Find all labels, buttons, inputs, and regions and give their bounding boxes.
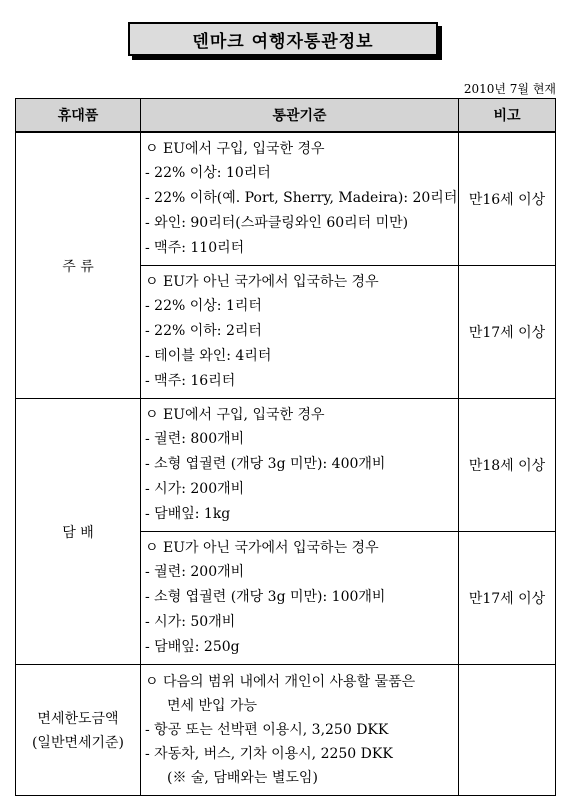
header-note: 비고 [459, 99, 556, 133]
table-row [16, 665, 556, 796]
criteria-item: - 궐련: 800개비 [145, 431, 245, 447]
tobacco-eu-criteria [141, 399, 459, 532]
table-header-row [16, 99, 556, 133]
criteria-item: - 시가: 200개비 [145, 481, 245, 497]
customs-table [15, 98, 556, 796]
criteria-item: - 항공 또는 선박편 이용시, 3,250 DKK [145, 722, 389, 738]
criteria-heading-cont: 면세 반입 가능 [167, 698, 258, 714]
criteria-item: - 22% 이하: 2리터 [145, 323, 262, 339]
criteria-heading: ㅇ EU가 아닌 국가에서 입국하는 경우 [145, 274, 379, 290]
criteria-item: - 시가: 50개비 [145, 614, 236, 630]
criteria-item: - 테이블 와인: 4리터 [145, 348, 272, 364]
table-row [16, 399, 556, 532]
criteria-item: - 자동차, 버스, 기차 이용시, 2250 DKK [145, 746, 393, 762]
note-cell: 만18세 이상 [459, 399, 556, 532]
dutyfree-sublabel: (일반면세기준) [31, 735, 125, 751]
liquor-noneu-criteria [141, 266, 459, 399]
table-row [16, 132, 556, 266]
liquor-eu-criteria [141, 132, 459, 266]
criteria-item: - 22% 이상: 10리터 [145, 165, 271, 181]
criteria-item: - 소형 엽궐련 (개당 3g 미만): 400개비 [145, 456, 386, 472]
criteria-item: - 22% 이하(예. Port, Sherry, Madeira): 20리터 [145, 190, 458, 206]
criteria-heading: ㅇ EU에서 구입, 입국한 경우 [145, 407, 325, 423]
category-dutyfree [16, 665, 141, 796]
criteria-item: - 맥주: 16리터 [145, 373, 236, 389]
category-tobacco: 담 배 [16, 399, 141, 665]
tobacco-noneu-criteria [141, 532, 459, 665]
date-label: 2010년 7월 현재 [463, 82, 556, 96]
category-liquor: 주 류 [16, 132, 141, 399]
note-cell-empty [459, 665, 556, 796]
note-cell: 만17세 이상 [459, 266, 556, 399]
criteria-remark: (※ 술, 담배와는 별도임) [167, 770, 318, 786]
header-criteria: 통관기준 [141, 99, 459, 133]
dutyfree-criteria [141, 665, 459, 796]
criteria-item: - 소형 엽궐련 (개당 3g 미만): 100개비 [145, 589, 386, 605]
criteria-heading: ㅇ EU에서 구입, 입국한 경우 [145, 141, 325, 157]
criteria-item: - 맥주: 110리터 [145, 240, 245, 256]
criteria-item: - 담배잎: 1kg [145, 506, 231, 522]
note-cell: 만16세 이상 [459, 132, 556, 266]
criteria-item: - 담배잎: 250g [145, 639, 240, 655]
note-cell: 만17세 이상 [459, 532, 556, 665]
criteria-heading: ㅇ 다음의 범위 내에서 개인이 사용할 물품은 [145, 674, 416, 690]
criteria-heading: ㅇ EU가 아닌 국가에서 입국하는 경우 [145, 540, 379, 556]
criteria-item: - 와인: 90리터(스파클링와인 60리터 미만) [145, 215, 409, 231]
dutyfree-label: 면세한도금액 [37, 711, 119, 727]
criteria-item: - 22% 이상: 1리터 [145, 298, 262, 314]
header-item: 휴대품 [16, 99, 141, 133]
criteria-item: - 궐련: 200개비 [145, 564, 245, 580]
page-title: 덴마크 여행자통관정보 [128, 22, 438, 56]
